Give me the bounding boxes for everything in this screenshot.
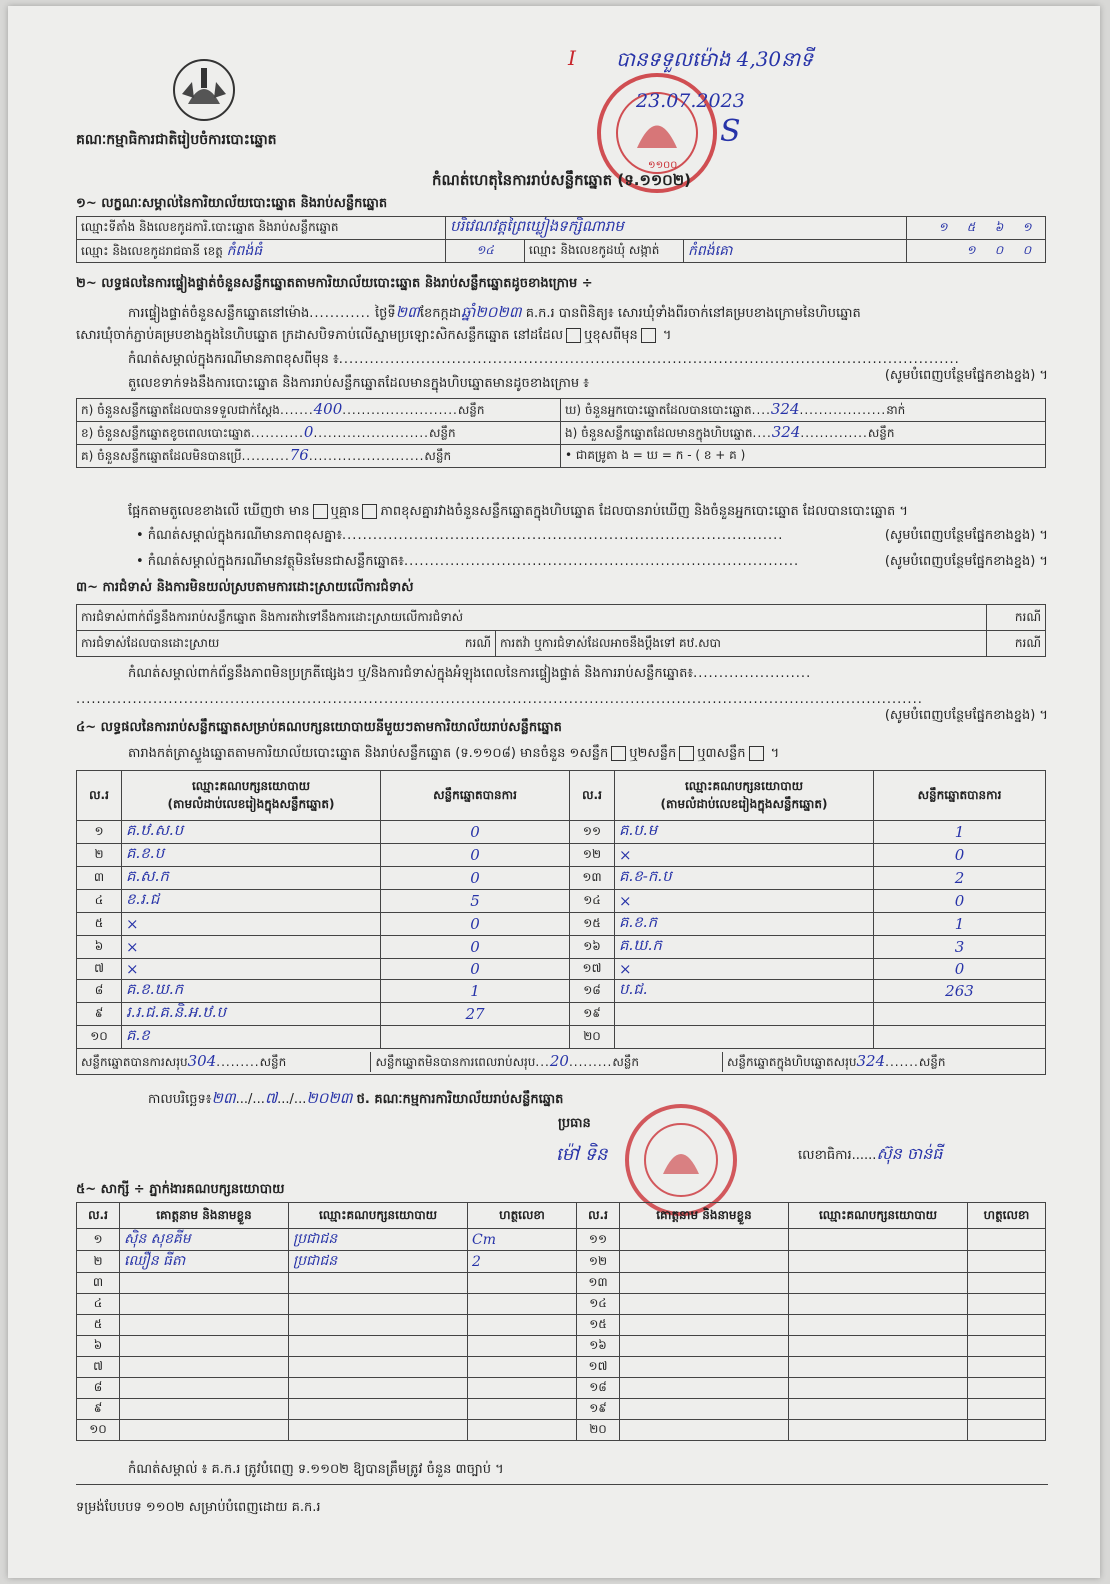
witness-row <box>77 1251 1046 1273</box>
row-no: ៩ <box>77 1399 120 1420</box>
witness-name <box>620 1399 789 1420</box>
row-no: ៤ <box>77 1294 120 1315</box>
row-no: ១៦ <box>577 1336 620 1357</box>
witness-row <box>77 1294 1046 1315</box>
witness-signature: Cm <box>468 1229 577 1251</box>
row-no: ១៥ <box>577 1315 620 1336</box>
total-valid: សន្លឹកឆ្នោតបានការសរុប304.........សន្លឹក <box>77 1052 371 1072</box>
witness-row <box>77 1378 1046 1399</box>
polling-station-name: បរិវេណវត្តព្រៃឃ្លៀងទក្សិណារាម <box>446 217 907 240</box>
witness-signature <box>468 1420 577 1441</box>
irregularity-note: កំណត់សម្គាល់ពាក់ព័ន្ធនឹងភាពមិនប្រក្រតីផ្សេងៗ ឬ/និងការជំទាស់ក្នុងអំឡុងពេលនៃការផ្ទៀងផ្ទាត់ និងការរាប់សន្លឹកឆ្នោត៖....................... <box>128 666 812 681</box>
figure-ng: ង) ចំនួនសន្លឹកឆ្នោតដែលមានក្នុងហិបឆ្នោត....324..............សន្លឹក <box>561 422 1046 445</box>
col-votes-left: សន្លឹកឆ្នោតបានការ <box>381 771 570 821</box>
party-name <box>615 1003 874 1026</box>
w-col-name-left: គោត្តនាម និងនាមខ្លួន <box>120 1203 289 1229</box>
party-name: គ.ឋ.ស.ប <box>122 821 381 844</box>
witness-table <box>76 1202 1046 1441</box>
witness-signature <box>968 1357 1046 1378</box>
witness-name: ឈឿន ធីតា <box>120 1251 289 1273</box>
table-row <box>77 980 1046 1003</box>
figure-ko: គ) ចំនួនសន្លឹកឆ្នោតដែលមិនបានប្រើ..........76........................សន្លឹក <box>77 445 561 468</box>
vote-count: 0 <box>874 959 1046 980</box>
form-id: ទម្រង់បែបបទ ១១០២ សម្រាប់បំពេញដោយ គ.ក.រ <box>76 1500 321 1515</box>
row-no: ៤ <box>77 890 122 913</box>
witness-name <box>620 1378 789 1399</box>
row-no: ១០ <box>77 1026 122 1049</box>
row-no: ២០ <box>570 1026 615 1049</box>
figure-k: ក) ចំនួនសន្លឹកឆ្នោតដែលបានទទួលជាក់ស្តែង.......400........................សន្លឹក <box>77 399 561 422</box>
irregularity-fill-line: ..................................................................................................................................................................... (សូមបំពេញបន្ថែមផ្នែកខាងខ្នង) ។ <box>76 692 1048 723</box>
row2-label: ឈ្មោះ និងលេខកូដរាជធានី ខេត្ត កំពង់ធំ <box>77 240 446 263</box>
witness-party <box>289 1378 468 1399</box>
party-name: × <box>615 959 874 980</box>
table-row <box>77 1026 1046 1049</box>
row-no: ១០ <box>77 1420 120 1441</box>
vote-count: 0 <box>381 867 570 890</box>
section4-title: ៤~ លទ្ធផលនៃការរាប់សន្លឹកឆ្នោតសម្រាប់គណបក្សនយោបាយនីមួយៗតាមការិយាល័យរាប់សន្លឹកឆ្នោត <box>76 720 562 735</box>
chair-signature: ម៉ៅ ទិន <box>556 1144 608 1165</box>
section1-table <box>76 216 1046 263</box>
section3-title: ៣~ ការជំទាស់ និងការមិនយល់ស្របតាមការដោះស្រាយលើការជំទាស់ <box>76 580 414 595</box>
table-row <box>77 844 1046 867</box>
party-name: គ.ខ.ក <box>615 913 874 936</box>
row-no: ១៩ <box>570 1003 615 1026</box>
witness-signature <box>468 1399 577 1420</box>
footer-divider <box>76 1484 1048 1485</box>
vote-count: 27 <box>381 1003 570 1026</box>
row-no: ៩ <box>77 1003 122 1026</box>
province-name: កំពង់ធំ <box>226 242 263 259</box>
objections-table <box>76 604 1046 657</box>
witness-party <box>289 1294 468 1315</box>
date-line: កាលបរិច្ឆេទ៖២៣.../...៧.../...២០២៣ ថ. គណៈកម្មការការិយាល័យរាប់សន្លឹកឆ្នោត <box>148 1089 564 1107</box>
witness-party <box>789 1357 968 1378</box>
total-invalid: សន្លឹកឆ្នោតមិនបានការពេលរាប់សរុប...20.........សន្លឹក <box>371 1052 723 1072</box>
witness-party <box>289 1315 468 1336</box>
witness-signature <box>968 1273 1046 1294</box>
vote-count <box>874 1003 1046 1026</box>
station-code: ១ ៥ ៦ ១ <box>907 217 1046 240</box>
witness-row <box>77 1399 1046 1420</box>
witness-party <box>289 1273 468 1294</box>
witness-signature <box>968 1378 1046 1399</box>
objection-row-1: ការជំទាស់ពាក់ព័ន្ធនឹងការរាប់សន្លឹកឆ្នោត និងការតវ៉ាទៅនឹងការដោះស្រាយលើការជំទាស់ <box>77 605 987 631</box>
figures-intro: តួលេខទាក់ទងនឹងការបោះឆ្នោត និងការរាប់សន្លឹកឆ្នោតដែលមានក្នុងហិបឆ្នោតមានដូចខាងក្រោម ៖ <box>128 376 589 391</box>
vote-count: 2 <box>874 867 1046 890</box>
row-no: ១២ <box>570 844 615 867</box>
bullet-difference: • កំណត់សម្គាល់ក្នុងករណីមានភាពខុសគ្នា៖...................................................................................... (សូមបំពេញបន្ថែមផ្នែកខាងខ្នង) ។ <box>136 528 1048 543</box>
vote-count <box>874 1026 1046 1049</box>
party-name: គ.ខ.ប <box>122 844 381 867</box>
witness-signature <box>468 1357 577 1378</box>
one-sheet-checkbox[interactable] <box>611 746 626 761</box>
witness-party <box>789 1294 968 1315</box>
witness-name <box>120 1336 289 1357</box>
commune-name: កំពង់គោ <box>684 240 907 263</box>
witness-name <box>620 1273 789 1294</box>
witness-row <box>77 1315 1046 1336</box>
witness-party <box>289 1357 468 1378</box>
row-no: ៣ <box>77 1273 120 1294</box>
row-no: ៧ <box>77 1357 120 1378</box>
total-in-box: សន្លឹកឆ្នោតក្នុងហិបឆ្នោតសរុប324.......សន្លឹក <box>727 1051 946 1070</box>
witness-name <box>120 1357 289 1378</box>
totals-row <box>77 1049 1046 1075</box>
witness-signature <box>968 1336 1046 1357</box>
row-no: ២០ <box>577 1420 620 1441</box>
document-sheet <box>8 6 1100 1578</box>
witness-party <box>789 1378 968 1399</box>
witness-row <box>77 1273 1046 1294</box>
party-name: ខ.រ.ជ <box>122 890 381 913</box>
vote-count: 1 <box>381 980 570 1003</box>
row1-label: ឈ្មោះទីតាំង និងលេខកូដការិ.បោះឆ្នោត និងរាប់សន្លឹកឆ្នោត <box>77 217 446 240</box>
witness-name <box>120 1315 289 1336</box>
witness-name <box>620 1357 789 1378</box>
row-no: ៧ <box>77 959 122 980</box>
verify-line-2: សោរឃុំចាក់ភ្ជាប់គម្របខាងក្នុងនៃហិបឆ្នោត ក្រដាសបិទភាប់លើស្នាមប្រឡោះសិកសន្លឹកឆ្នោត នៅដដែល ឬខុសពីមុន ។ <box>76 328 672 343</box>
row-no: ១ <box>77 821 122 844</box>
witness-name <box>120 1399 289 1420</box>
vote-count: 0 <box>874 844 1046 867</box>
chair-label: ប្រធាន <box>558 1116 591 1131</box>
table-row <box>77 913 1046 936</box>
witness-party <box>789 1399 968 1420</box>
party-name <box>615 1026 874 1049</box>
three-sheets-checkbox[interactable] <box>749 746 764 761</box>
witness-party <box>789 1315 968 1336</box>
witness-name <box>620 1420 789 1441</box>
witness-name <box>620 1336 789 1357</box>
vote-count: 1 <box>874 821 1046 844</box>
row-no: ១៩ <box>577 1399 620 1420</box>
party-name: រ.រ.ជ.គ.និ.អ.ឋ.ប <box>122 1003 381 1026</box>
two-sheets-checkbox[interactable] <box>679 746 694 761</box>
vote-count <box>381 1026 570 1049</box>
figure-gh: ឃ) ចំនួនអ្នកបោះឆ្នោតដែលបានបោះឆ្នោត....324..................នាក់ <box>561 399 1046 422</box>
vote-count: 3 <box>874 936 1046 959</box>
same-checkbox[interactable] <box>566 328 581 343</box>
party-results-table <box>76 770 1046 1075</box>
row-no: ១៣ <box>570 867 615 890</box>
party-name: × <box>122 936 381 959</box>
row-no: ១២ <box>577 1251 620 1273</box>
witness-party: ប្រជាជន <box>289 1251 468 1273</box>
row-no: ២ <box>77 1251 120 1273</box>
col-no-left: ល.រ <box>77 771 122 821</box>
witness-name <box>120 1273 289 1294</box>
row-no: ១ <box>77 1229 120 1251</box>
row-no: ១១ <box>570 821 615 844</box>
table-row <box>77 1003 1046 1026</box>
party-name: គ.ឃ.ក <box>615 936 874 959</box>
witness-party <box>789 1229 968 1251</box>
table-row <box>77 936 1046 959</box>
witness-party <box>789 1251 968 1273</box>
row-no: ១៤ <box>577 1294 620 1315</box>
w-col-no-right: ល.រ <box>577 1203 620 1229</box>
difference-note-line: កំណត់សម្គាល់ក្នុងករណីមានភាពខុសពីមុន ៖......................................................................................................................... (សូមបំពេញបន្ថែមផ្នែកខាងខ្នង) ។ <box>128 352 1048 383</box>
witness-name <box>620 1315 789 1336</box>
objection-case-2: ករណី <box>987 631 1046 657</box>
party-name: គ.ស.ក <box>122 867 381 890</box>
received-time: បានទទួលម៉ោង 4,30នាទី <box>616 47 813 71</box>
secretary-signature: ស៊ុន ចាន់ធី <box>876 1144 943 1163</box>
col-votes-right: សន្លឹកឆ្នោតបានការ <box>874 771 1046 821</box>
w-col-party-left: ឈ្មោះគណបក្សនយោបាយ <box>289 1203 468 1229</box>
hand-mark: I <box>568 46 576 70</box>
party-name: គ.ខ <box>122 1026 381 1049</box>
witness-party: ប្រជាជន <box>289 1229 468 1251</box>
party-name: × <box>615 890 874 913</box>
table-row <box>77 867 1046 890</box>
vote-count: 263 <box>874 980 1046 1003</box>
form-title: កំណត់ហេតុនៃការរាប់សន្លឹកឆ្នោត (ទ.១១០២) <box>432 171 692 189</box>
witness-signature <box>468 1294 577 1315</box>
w-col-party-right: ឈ្មោះគណបក្សនយោបាយ <box>789 1203 968 1229</box>
table-row <box>77 890 1046 913</box>
witness-row <box>77 1229 1046 1251</box>
row-no: ១៦ <box>570 936 615 959</box>
table-row <box>77 821 1046 844</box>
col-no-right: ល.រ <box>570 771 615 821</box>
row-no: ៥ <box>77 1315 120 1336</box>
witness-row <box>77 1336 1046 1357</box>
row-no: ១៧ <box>570 959 615 980</box>
section2-title: ២~ លទ្ធផលនៃការផ្ទៀងផ្ទាត់ចំនួនសន្លឹកឆ្នោតតាមការិយាល័យបោះឆ្នោត និងរាប់សន្លឹកឆ្នោតដូចខាងក្រោម ÷ <box>76 276 593 291</box>
party-name: គ.ប.ម <box>615 821 874 844</box>
party-name: × <box>122 913 381 936</box>
section1-title: ១~ លក្ខណៈសម្គាល់នៃការិយាល័យបោះឆ្នោត និងរាប់សន្លឹកឆ្នោត <box>76 196 388 211</box>
received-initials: S <box>720 114 741 149</box>
tally-sheet-count: តារាងកត់ត្រាស្ទួងឆ្នោតតាមការិយាល័យបោះឆ្នោត និងរាប់សន្លឹកឆ្នោត (ទ.១១០៨) មានចំនួន ១សន្លឹក ឬ២សន្លឹក ឬ៣សន្លឹក ។ <box>128 746 780 761</box>
witness-name: ស៊ិន សុខគីម <box>120 1229 289 1251</box>
party-name: × <box>122 959 381 980</box>
witness-signature <box>968 1294 1046 1315</box>
witness-signature <box>468 1378 577 1399</box>
appeal-objections: ការតវ៉ា ឬការជំទាស់ដែលអាចនឹងប្តឹងទៅ គឋ.សបា <box>496 631 987 657</box>
vote-count: 0 <box>874 890 1046 913</box>
row-no: ៦ <box>77 936 122 959</box>
row-no: ១៣ <box>577 1273 620 1294</box>
row-no: ១៥ <box>570 913 615 936</box>
witness-name <box>620 1251 789 1273</box>
figure-kh: ខ) ចំនួនសន្លឹកឆ្នោតខូចពេលបោះឆ្នោត...........0........................សន្លឹក <box>77 422 561 445</box>
has-difference-checkbox[interactable] <box>313 504 328 519</box>
row-no: ១៧ <box>577 1357 620 1378</box>
vote-count: 0 <box>381 821 570 844</box>
w-col-no-left: ល.រ <box>77 1203 120 1229</box>
witness-party <box>289 1399 468 1420</box>
witness-party <box>289 1420 468 1441</box>
table-row <box>77 959 1046 980</box>
vote-count: 5 <box>381 890 570 913</box>
no-difference-checkbox[interactable] <box>362 504 377 519</box>
col-party-right: ឈ្មោះគណបក្សនយោបាយ (តាមលំដាប់លេខរៀងក្នុងសន្លឹកឆ្នោត) <box>615 771 874 821</box>
footer-note: កំណត់សម្គាល់ ៖ គ.ក.រ ត្រូវបំពេញ ទ.១១០២ ឱ្យបានត្រឹមត្រូវ ចំនួន ៣ច្បាប់ ។ <box>128 1462 504 1477</box>
different-checkbox[interactable] <box>641 328 656 343</box>
witness-name <box>620 1229 789 1251</box>
witness-party <box>789 1273 968 1294</box>
w-col-sign-left: ហត្ថលេខា <box>468 1203 577 1229</box>
secretary-line: លេខាធិការ......ស៊ុន ចាន់ធី <box>798 1144 943 1163</box>
ballot-figures-table <box>76 398 1046 468</box>
w-col-sign-right: ហត្ថលេខា <box>968 1203 1046 1229</box>
difference-check-line: ផ្អែកតាមតួលេខខាងលើ ឃើញថា មាន ឬគ្មាន ភាពខុសគ្នារវាងចំនួនសន្លឹកឆ្នោតក្នុងហិបឆ្នោត ដែលបានរាប់ឃើញ និងចំនួនអ្នកបោះឆ្នោត ដែលបានបោះឆ្នោត ។ <box>128 504 908 519</box>
verify-line-1: ការផ្ទៀងផ្ទាត់ចំនួនសន្លឹកឆ្នោតនៅម៉ោង............ ថ្ងៃទី២៣ខែកក្កដាឆ្នាំ២០២៣ គ.ក.រ បានពិនិត្យ៖ សោរឃុំទាំងពីរចាក់នៅគម្របខាងក្រោមនៃហិបឆ្នោត <box>128 303 861 321</box>
vote-count: 0 <box>381 913 570 936</box>
witness-party <box>789 1420 968 1441</box>
party-name: × <box>615 844 874 867</box>
row-no: ៥ <box>77 913 122 936</box>
row-no: ២ <box>77 844 122 867</box>
witness-signature <box>468 1336 577 1357</box>
row-no: ១១ <box>577 1229 620 1251</box>
witness-name <box>120 1378 289 1399</box>
witness-signature <box>468 1273 577 1294</box>
row-no: ៨ <box>77 1378 120 1399</box>
witness-signature <box>968 1399 1046 1420</box>
commune-code: ១ ០ ០ <box>907 240 1046 263</box>
col-party-left: ឈ្មោះគណបក្សនយោបាយ (តាមលំដាប់លេខរៀងក្នុងសន្លឹកឆ្នោត) <box>122 771 381 821</box>
witness-signature <box>968 1251 1046 1273</box>
row-no: ៣ <box>77 867 122 890</box>
row-no: ១៨ <box>577 1378 620 1399</box>
party-name: ប.ជ. <box>615 980 874 1003</box>
row-no: ១៨ <box>570 980 615 1003</box>
party-name: គ.ខ.ឃ.ក <box>122 980 381 1003</box>
witness-signature <box>468 1315 577 1336</box>
commune-label: ឈ្មោះ និងលេខកូដឃុំ សង្កាត់ <box>525 240 684 263</box>
witness-signature <box>968 1229 1046 1251</box>
witness-party <box>789 1336 968 1357</box>
royal-emblem-icon <box>168 54 240 126</box>
bullet-foreign-object: • កំណត់សម្គាល់ក្នុងករណីមានវត្ថុមិនមែនជាសន្លឹកឆ្នោត៖............................................................................. (សូមបំពេញបន្ថែមផ្នែកខាងខ្នង) ។ <box>136 554 1048 569</box>
witness-name <box>120 1294 289 1315</box>
org-label: គណៈកម្មាធិការជាតិរៀបចំការបោះឆ្នោត <box>76 132 277 148</box>
party-name: គ.ខ-ក.ប <box>615 867 874 890</box>
vote-count: 0 <box>381 959 570 980</box>
witness-row <box>77 1420 1046 1441</box>
witness-signature <box>968 1420 1046 1441</box>
section5-title: ៥~ សាក្សី ÷ ភ្នាក់ងារគណបក្សនយោបាយ <box>76 1182 285 1197</box>
objection-case-1: ករណី <box>987 605 1046 631</box>
formula: • ជាគម្រូតា ង = ឃ = ក - ( ខ + គ ) <box>561 445 1046 468</box>
witness-name <box>620 1294 789 1315</box>
row-no: ១៤ <box>570 890 615 913</box>
witness-signature <box>968 1315 1046 1336</box>
witness-signature: 2 <box>468 1251 577 1273</box>
row-no: ៦ <box>77 1336 120 1357</box>
witness-row <box>77 1357 1046 1378</box>
vote-count: 1 <box>874 913 1046 936</box>
w-col-name-right: គោត្តនាម និងនាមខ្លួន <box>620 1203 789 1229</box>
stamp-number: ១១០០ <box>648 160 678 171</box>
witness-party <box>289 1336 468 1357</box>
province-code: ១៤ <box>446 240 525 263</box>
row-no: ៨ <box>77 980 122 1003</box>
vote-count: 0 <box>381 844 570 867</box>
received-date: 23.07.2023 <box>636 90 745 112</box>
resolved-objections: ការជំទាស់ដែលបានដោះស្រាយ ករណី <box>77 631 496 657</box>
vote-count: 0 <box>381 936 570 959</box>
witness-name <box>120 1420 289 1441</box>
